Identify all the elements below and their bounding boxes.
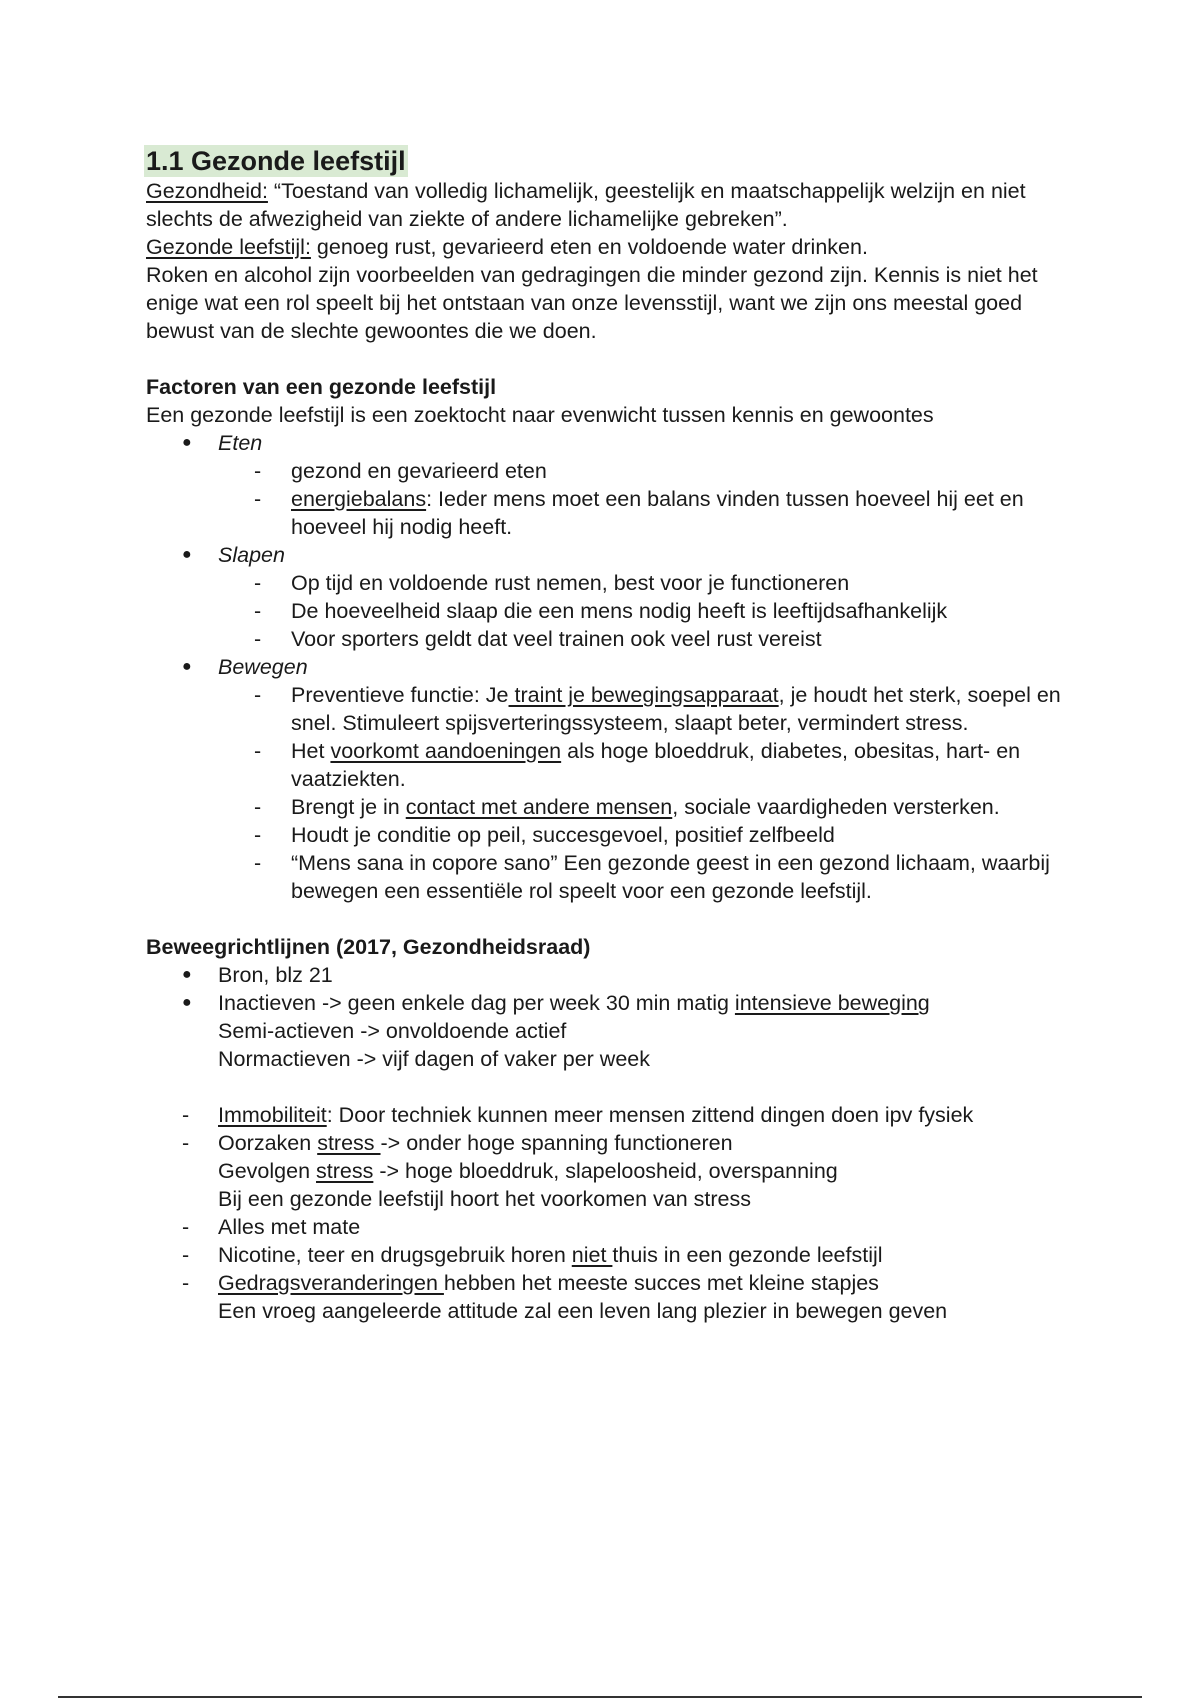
list-item-bewegen: ● Bewegen [146,653,1066,681]
underlined-phrase: stress [316,1159,374,1183]
list-item-text: -> hoge bloeddruk, slapeloosheid, overspanning [373,1159,838,1183]
sub-item: - Voor sporters geldt dat veel trainen ook veel rust vereist [146,625,1066,653]
list-item-continuation: Bij een gezonde leefstijl hoort het voorkomen van stress [218,1187,752,1211]
term-energiebalans: energiebalans [291,487,427,511]
spacer [146,905,1066,933]
list-item-continuation: Semi-actieven -> onvoldoende actief [218,1019,567,1043]
section-heading-factoren: Factoren van een gezonde leefstijl [146,375,497,399]
list-item-continuation: Normactieven -> vijf dagen of vaker per week [218,1047,650,1071]
definition-text: “Toestand van volledig lichamelijk, geestelijk en maatschappelijk welzijn en niet slechts de afwezigheid van ziekte of andere lichamelijke gebreken”. [146,179,1026,231]
term-immobiliteit: Immobiliteit [218,1103,327,1127]
list-item: ● Bron, blz 21 [146,961,1066,989]
list-item-text: thuis in een gezonde leefstijl [612,1243,883,1267]
sub-item [146,793,1066,821]
underlined-phrase: Gedragsveranderingen [218,1271,444,1295]
list-item [146,1269,1066,1297]
list-item-slapen: ● Slapen [146,541,1066,569]
list-item-continuation: Een vroeg aangeleerde attitude zal een leven lang plezier in bewegen geven [218,1299,948,1323]
list-item-text: Gevolgen [218,1159,317,1183]
sub-item: - Houdt je conditie op peil, succesgevoel, positief zelfbeeld [146,821,1066,849]
sub-item-text: : Ieder mens moet een balans vinden tussen hoeveel hij eet en hoeveel hij nodig heeft. [291,487,1024,539]
underlined-phrase: traint je bewegingsapparaat [508,683,779,707]
richtlijnen-list [146,961,1066,1073]
sub-item-text: , je houdt het sterk, soepel en snel. Stimuleert spijsverteringssysteem, slaapt beter, vermindert stress. [291,683,1061,735]
list-item-text: hebben het meeste succes met kleine stapjes [443,1271,879,1295]
sub-item: - Op tijd en voldoende rust nemen, best voor je functioneren [146,569,1066,597]
section-subtitle: Een gezonde leefstijl is een zoektocht naar evenwicht tussen kennis en gewoontes [146,403,934,427]
underlined-phrase: intensieve beweging [734,991,930,1015]
list-item-text: Oorzaken [218,1131,318,1155]
list-item-eten: ● Eten [146,429,1066,457]
intro-paragraph: Roken en alcohol zijn voorbeelden van gedragingen die minder gezond zijn. Kennis is niet het enige wat een rol speelt bij het ontstaan van onze levensstijl, want we zijn ons meestal goed bewust van de slechte gewoontes die we doen. [146,263,1038,343]
sub-item-text: Het [291,739,331,763]
spacer [146,1073,1066,1101]
spacer [146,345,1066,373]
list-item [146,1241,1066,1269]
definition-gezondheid [146,177,1066,233]
sub-item-text: als hoge bloeddruk, diabetes, obesitas, hart- en vaatziekten. [291,739,1021,791]
term-gezondheid: Gezondheid: [146,179,268,203]
sub-item [146,737,1066,793]
sub-item: - gezond en gevarieerd eten [146,457,1066,485]
underlined-phrase: contact met andere mensen [405,795,673,819]
sub-item: - De hoeveelheid slaap die een mens nodig heeft is leeftijdsafhankelijk [146,597,1066,625]
list-item [146,989,1066,1017]
list-item-text: : Door techniek kunnen meer mensen zittend dingen doen ipv fysiek [326,1103,974,1127]
factoren-list [146,429,1066,905]
list-item-text: Inactieven -> geen enkele dag per week 30 min matig [218,991,735,1015]
sub-item-text: Brengt je in [291,795,406,819]
list-item-continuation [146,1157,1066,1185]
sub-item [146,681,1066,737]
sub-item: - “Mens sana in copore sano” Een gezonde geest in een gezond lichaam, waarbij bewegen een essentiële rol speelt voor een gezonde leefstijl. [146,849,1066,905]
list-item: - Alles met mate [146,1213,1066,1241]
term-gezonde-leefstijl: Gezonde leefstijl: [146,235,311,259]
list-item-text: -> onder hoge spanning functioneren [380,1131,733,1155]
sub-item [146,485,1066,541]
definition-gezonde-leefstijl [146,233,1066,261]
list-item [146,1101,1066,1129]
list-item-text: Nicotine, teer en drugsgebruik horen [218,1243,572,1267]
sub-item-text: , sociale vaardigheden versterken. [672,795,1000,819]
document-page [146,145,1066,1325]
list-item [146,1129,1066,1157]
page-divider [58,1696,1142,1698]
sub-item-text: Preventieve functie: Je [291,683,509,707]
section-heading-beweegrichtlijnen: Beweegrichtlijnen (2017, Gezondheidsraad) [146,935,591,959]
underlined-phrase: stress [317,1131,381,1155]
underlined-phrase: niet [571,1243,613,1267]
definition-text: genoeg rust, gevarieerd eten en voldoende water drinken. [310,235,868,259]
underlined-phrase: voorkomt aandoeningen [330,739,562,763]
overig-list [146,1101,1066,1325]
page-title: 1.1 Gezonde leefstijl [146,146,406,176]
